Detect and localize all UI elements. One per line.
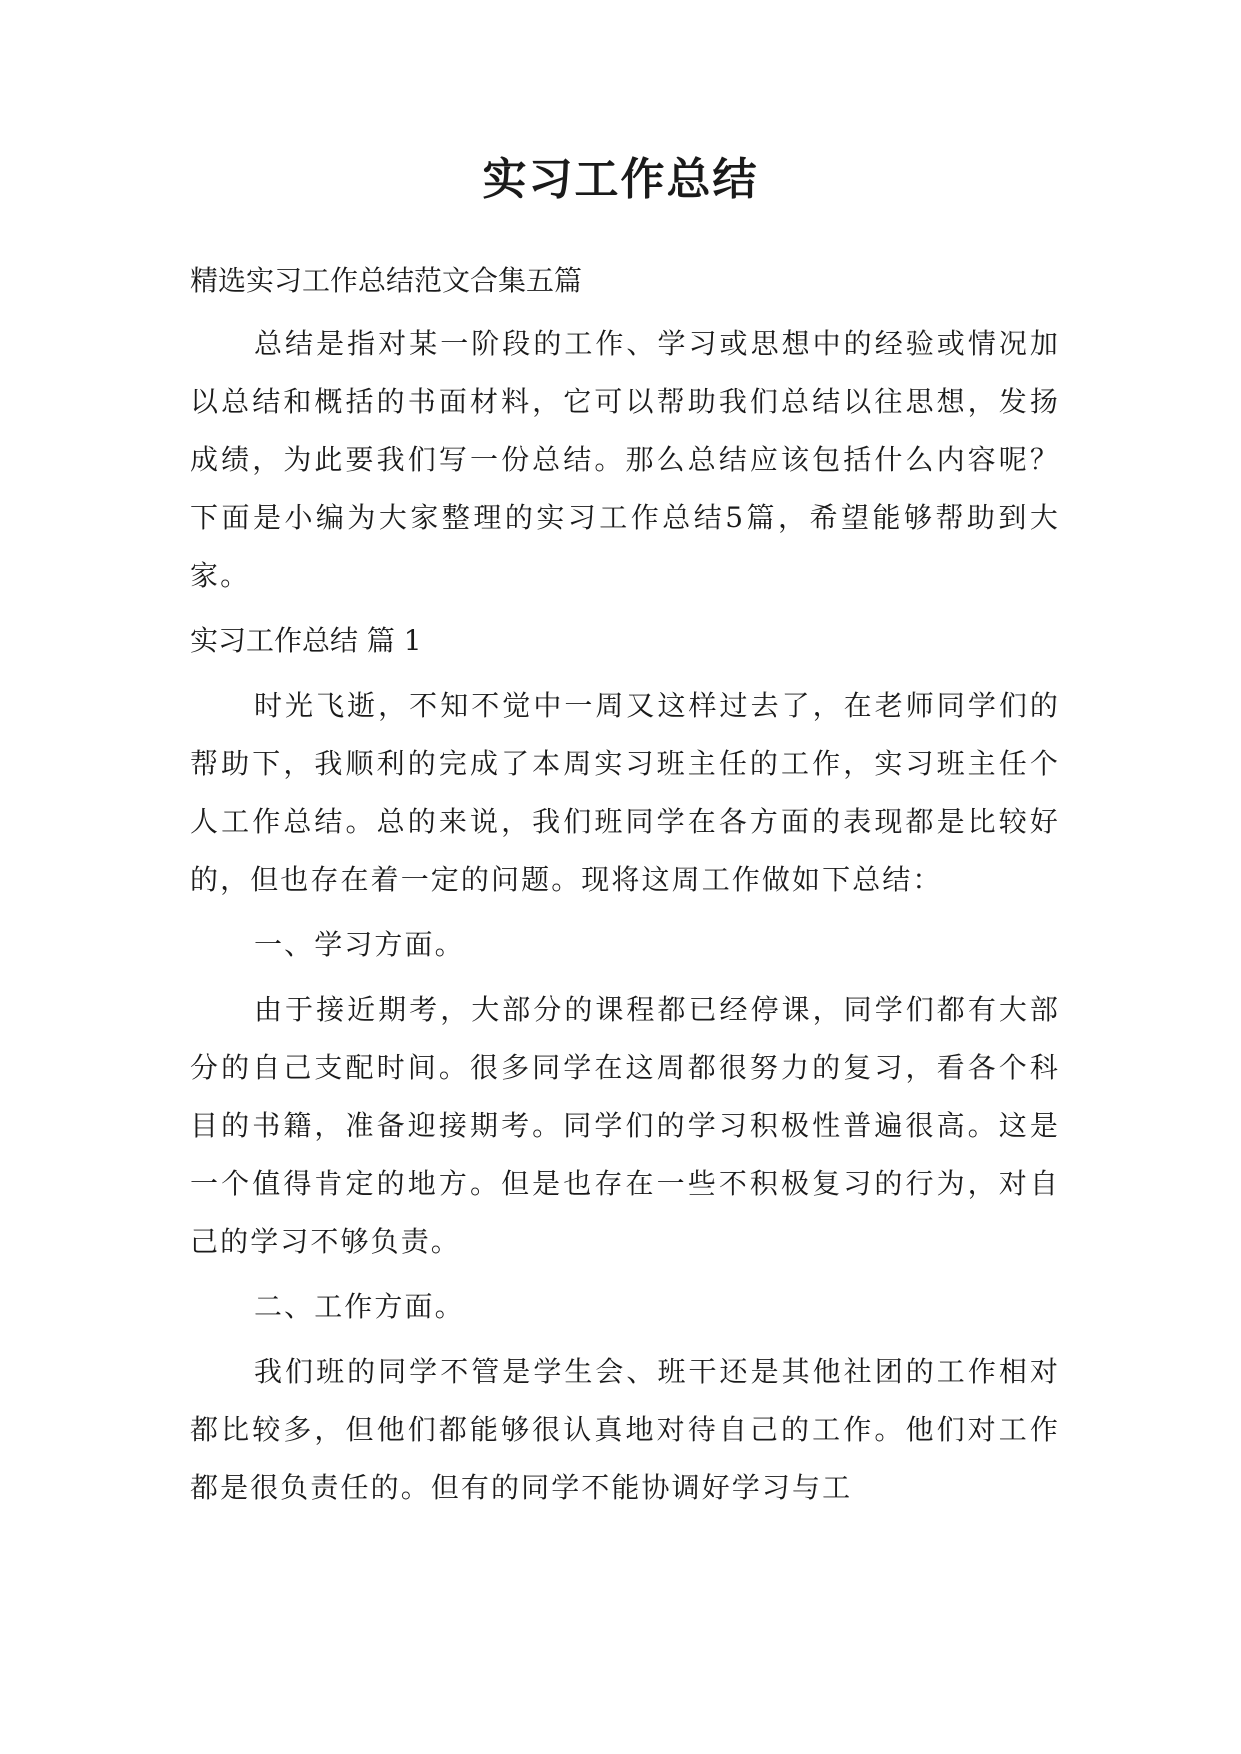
section-label: 实习工作总结 篇 1 [190, 624, 422, 657]
body-paragraph-2: 由于接近期考，大部分的课程都已经停课，同学们都有大部分的自己支配时间。很多同学在这周都很努力的复习，看各个科目的书籍，准备迎接期考。同学们的学习积极性普遍很高。这是一个值得肯定的地方。但是也存在一些不积极复习的行为，对自己的学习不够负责。 [190, 993, 1060, 1258]
intro-paragraph: 总结是指对某一阶段的工作、学习或思想中的经验或情况加以总结和概括的书面材料，它可以帮助我们总结以往思想，发扬成绩，为此要我们写一份总结。那么总结应该包括什么内容呢？下面是小编为大家整理的实习工作总结5篇，希望能够帮助到大家。 [190, 327, 1060, 592]
body-paragraph-3: 我们班的同学不管是学生会、班干还是其他社团的工作相对都比较多，但他们都能够很认真地对待自己的工作。他们对工作都是很负责任的。但有的同学不能协调好学习与工 [190, 1355, 1060, 1504]
section-heading-study: 一、学习方面。 [254, 928, 465, 961]
document-title: 实习工作总结 [482, 154, 759, 205]
document-body [190, 266, 1060, 1521]
body-paragraph-1: 时光飞逝，不知不觉中一周又这样过去了，在老师同学们的帮助下，我顺利的完成了本周实习班主任的工作，实习班主任个人工作总结。总的来说，我们班同学在各方面的表现都是比较好的，但也存在着一定的问题。现将这周工作做如下总结： [190, 689, 1060, 896]
document-subtitle: 精选实习工作总结范文合集五篇 [190, 264, 583, 297]
section-heading-work: 二、工作方面。 [254, 1290, 465, 1323]
